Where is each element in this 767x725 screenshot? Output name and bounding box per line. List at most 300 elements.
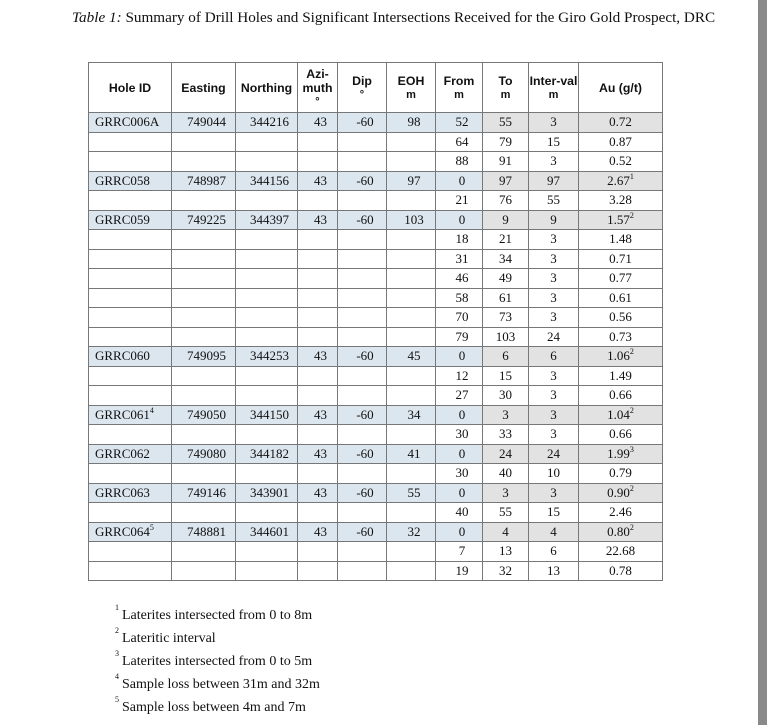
cell-eoh xyxy=(387,308,436,328)
cell-easting xyxy=(172,308,236,328)
table-caption xyxy=(72,9,715,27)
table-row xyxy=(89,230,663,250)
cell-azimuth xyxy=(298,191,338,211)
table-row xyxy=(89,405,663,425)
cell-interval-text: 24 xyxy=(547,328,560,344)
cell-from xyxy=(436,152,483,172)
table-row xyxy=(89,308,663,328)
cell-from-text: 58 xyxy=(455,289,469,305)
col-eoh-unit: m xyxy=(406,88,416,101)
footnote-item xyxy=(115,696,320,719)
cell-northing xyxy=(236,327,298,347)
cell-from xyxy=(436,269,483,289)
cell-eoh xyxy=(387,152,436,172)
cell-eoh xyxy=(387,210,436,230)
cell-hole xyxy=(89,132,172,152)
cell-au-text: 0.56 xyxy=(609,309,632,325)
table-row xyxy=(89,386,663,406)
cell-interval-text: 97 xyxy=(547,172,560,188)
col-easting: Easting xyxy=(172,63,236,113)
cell-interval-text: 4 xyxy=(550,523,557,539)
table-row xyxy=(89,347,663,367)
cell-azimuth xyxy=(298,347,338,367)
col-azimuth xyxy=(298,63,338,113)
cell-au xyxy=(579,210,663,230)
cell-to-text: 30 xyxy=(499,387,512,403)
table-row xyxy=(89,522,663,542)
cell-to-text: 3 xyxy=(502,406,509,422)
cell-northing-text: 344182 xyxy=(250,445,289,461)
cell-to-text: 40 xyxy=(499,465,512,481)
cell-interval xyxy=(529,113,579,133)
cell-hole xyxy=(89,210,172,230)
cell-easting xyxy=(172,444,236,464)
cell-interval xyxy=(529,269,579,289)
cell-to xyxy=(483,230,529,250)
cell-dip-text: -60 xyxy=(356,484,374,500)
cell-from xyxy=(436,483,483,503)
footnote-marker: 2 xyxy=(629,210,634,220)
cell-easting xyxy=(172,113,236,133)
cell-dip-text: -60 xyxy=(356,406,374,422)
cell-au-text: 1.04 xyxy=(607,406,630,422)
col-from xyxy=(436,63,483,113)
cell-northing-text: 344150 xyxy=(250,406,289,422)
cell-easting-text: 749095 xyxy=(187,348,226,364)
cell-easting-text: 749225 xyxy=(187,211,226,227)
cell-interval-text: 24 xyxy=(547,445,560,461)
cell-to xyxy=(483,542,529,562)
cell-au-text: 0.73 xyxy=(609,328,632,344)
cell-northing xyxy=(236,405,298,425)
cell-hole xyxy=(89,425,172,445)
cell-interval xyxy=(529,425,579,445)
col-hole-id: Hole ID xyxy=(89,63,172,113)
cell-au xyxy=(579,230,663,250)
cell-northing xyxy=(236,366,298,386)
col-from-unit: m xyxy=(454,88,464,101)
table-row xyxy=(89,249,663,269)
cell-interval-text: 3 xyxy=(550,289,557,305)
cell-interval xyxy=(529,483,579,503)
footnote-item xyxy=(115,650,320,673)
cell-eoh xyxy=(387,191,436,211)
cell-interval xyxy=(529,522,579,542)
cell-from-text: 18 xyxy=(455,231,469,247)
cell-easting xyxy=(172,561,236,581)
cell-dip-text: -60 xyxy=(356,172,374,188)
cell-au xyxy=(579,308,663,328)
cell-azimuth xyxy=(298,132,338,152)
cell-hole-text: GRRC006A xyxy=(95,114,160,130)
cell-dip xyxy=(338,542,387,562)
cell-eoh xyxy=(387,522,436,542)
cell-interval xyxy=(529,561,579,581)
cell-hole xyxy=(89,308,172,328)
col-from-label: From xyxy=(443,73,475,88)
cell-to xyxy=(483,269,529,289)
cell-hole xyxy=(89,230,172,250)
cell-au-text: 0.90 xyxy=(607,484,630,500)
cell-easting-text: 749080 xyxy=(187,445,226,461)
cell-from-text: 0 xyxy=(458,406,466,422)
cell-northing xyxy=(236,347,298,367)
cell-from-text: 27 xyxy=(455,387,469,403)
cell-from xyxy=(436,366,483,386)
cell-dip xyxy=(338,483,387,503)
cell-au-text: 1.06 xyxy=(607,348,630,364)
cell-to xyxy=(483,132,529,152)
cell-to-text: 55 xyxy=(499,504,512,520)
cell-interval xyxy=(529,230,579,250)
table-row xyxy=(89,288,663,308)
cell-hole-text: GRRC060 xyxy=(95,348,150,364)
cell-au xyxy=(579,503,663,523)
cell-au xyxy=(579,249,663,269)
cell-eoh-text: 45 xyxy=(407,348,421,364)
cell-au-text: 0.77 xyxy=(609,270,632,286)
cell-from-text: 0 xyxy=(458,445,466,461)
cell-hole xyxy=(89,561,172,581)
cell-to xyxy=(483,503,529,523)
cell-to-text: 79 xyxy=(499,133,512,149)
cell-eoh xyxy=(387,444,436,464)
cell-from-text: 88 xyxy=(455,153,469,169)
cell-eoh-text: 32 xyxy=(407,523,421,539)
cell-interval-text: 55 xyxy=(547,192,560,208)
cell-to xyxy=(483,249,529,269)
cell-interval xyxy=(529,503,579,523)
cell-eoh xyxy=(387,405,436,425)
header-row xyxy=(89,63,663,113)
cell-au-text: 0.71 xyxy=(609,250,632,266)
cell-interval-text: 3 xyxy=(550,387,557,403)
cell-northing xyxy=(236,152,298,172)
cell-northing-text: 344216 xyxy=(250,114,289,130)
cell-to-text: 73 xyxy=(499,309,512,325)
cell-from-text: 0 xyxy=(458,348,466,364)
cell-dip xyxy=(338,366,387,386)
cell-northing xyxy=(236,210,298,230)
cell-northing xyxy=(236,464,298,484)
cell-interval-text: 10 xyxy=(547,465,560,481)
cell-au xyxy=(579,425,663,445)
table-row xyxy=(89,210,663,230)
cell-interval xyxy=(529,542,579,562)
col-interval xyxy=(529,63,579,113)
cell-from xyxy=(436,249,483,269)
cell-eoh xyxy=(387,425,436,445)
cell-from-text: 0 xyxy=(458,523,466,539)
cell-azimuth-text: 43 xyxy=(314,172,327,188)
cell-eoh xyxy=(387,503,436,523)
cell-from-text: 31 xyxy=(455,250,469,266)
cell-interval xyxy=(529,288,579,308)
cell-easting xyxy=(172,191,236,211)
cell-to xyxy=(483,522,529,542)
cell-interval-text: 9 xyxy=(550,211,557,227)
cell-au xyxy=(579,288,663,308)
table-row xyxy=(89,132,663,152)
cell-eoh xyxy=(387,327,436,347)
cell-dip xyxy=(338,444,387,464)
cell-azimuth xyxy=(298,288,338,308)
cell-northing xyxy=(236,191,298,211)
cell-from-text: 30 xyxy=(455,426,469,442)
cell-from xyxy=(436,561,483,581)
cell-interval xyxy=(529,444,579,464)
cell-easting xyxy=(172,366,236,386)
footnote-mark: 4 xyxy=(115,672,119,681)
cell-to xyxy=(483,288,529,308)
cell-azimuth xyxy=(298,171,338,191)
cell-from xyxy=(436,308,483,328)
cell-to-text: 103 xyxy=(495,328,516,344)
cell-from-text: 64 xyxy=(455,133,469,149)
cell-dip-text: -60 xyxy=(356,348,374,364)
cell-to xyxy=(483,444,529,464)
table-row xyxy=(89,503,663,523)
cell-dip xyxy=(338,425,387,445)
footnote-text: Lateritic interval xyxy=(122,631,216,646)
cell-northing xyxy=(236,386,298,406)
cell-azimuth-text: 43 xyxy=(314,114,327,130)
cell-dip xyxy=(338,327,387,347)
cell-au-text: 0.72 xyxy=(609,114,632,130)
cell-interval-text: 3 xyxy=(550,426,557,442)
col-interval-unit: m xyxy=(548,88,559,101)
cell-au-text: 0.79 xyxy=(609,465,632,481)
cell-to-text: 3 xyxy=(502,484,509,500)
cell-northing xyxy=(236,132,298,152)
footnote-marker: 2 xyxy=(629,405,634,415)
cell-northing xyxy=(236,308,298,328)
cell-dip xyxy=(338,386,387,406)
caption-text: Summary of Drill Holes and Significant Intersections Received for the Giro Gold Prospect, DRC xyxy=(121,9,716,26)
cell-au xyxy=(579,483,663,503)
cell-hole xyxy=(89,483,172,503)
cell-dip xyxy=(338,405,387,425)
cell-dip xyxy=(338,171,387,191)
cell-from-text: 70 xyxy=(455,309,469,325)
cell-from-text: 7 xyxy=(458,543,466,559)
cell-au xyxy=(579,132,663,152)
cell-au xyxy=(579,542,663,562)
cell-eoh xyxy=(387,132,436,152)
cell-eoh xyxy=(387,542,436,562)
cell-from xyxy=(436,132,483,152)
cell-au-text: 0.80 xyxy=(607,523,630,539)
cell-eoh xyxy=(387,483,436,503)
cell-dip xyxy=(338,269,387,289)
cell-au-text: 0.61 xyxy=(609,289,632,305)
cell-from xyxy=(436,503,483,523)
cell-from xyxy=(436,425,483,445)
cell-northing xyxy=(236,425,298,445)
table-row xyxy=(89,483,663,503)
cell-dip xyxy=(338,561,387,581)
cell-northing xyxy=(236,230,298,250)
cell-azimuth xyxy=(298,269,338,289)
cell-northing-text: 344397 xyxy=(250,211,289,227)
footnote-item xyxy=(115,604,320,627)
cell-to xyxy=(483,113,529,133)
cell-to-text: 15 xyxy=(499,367,512,383)
cell-dip xyxy=(338,308,387,328)
cell-azimuth-text: 43 xyxy=(314,211,327,227)
cell-interval xyxy=(529,405,579,425)
cell-to-text: 34 xyxy=(499,250,512,266)
cell-easting xyxy=(172,464,236,484)
cell-dip xyxy=(338,249,387,269)
cell-au-text: 1.99 xyxy=(607,445,630,461)
footnote-marker: 2 xyxy=(629,347,634,357)
col-azimuth-label: Azi-muth xyxy=(302,66,333,95)
cell-au xyxy=(579,561,663,581)
cell-easting xyxy=(172,249,236,269)
cell-from-text: 30 xyxy=(455,465,469,481)
cell-easting xyxy=(172,132,236,152)
cell-to-text: 32 xyxy=(499,562,512,578)
cell-au-text: 0.87 xyxy=(609,133,632,149)
cell-au xyxy=(579,464,663,484)
cell-azimuth xyxy=(298,210,338,230)
table-row xyxy=(89,425,663,445)
cell-azimuth xyxy=(298,561,338,581)
cell-dip xyxy=(338,132,387,152)
col-dip-unit: ° xyxy=(359,88,365,101)
cell-hole-text: GRRC064 xyxy=(95,523,150,539)
footnote-marker: 2 xyxy=(629,483,634,493)
cell-interval-text: 3 xyxy=(550,250,557,266)
cell-to-text: 24 xyxy=(499,445,512,461)
cell-easting-text: 749050 xyxy=(187,406,226,422)
cell-from-text: 46 xyxy=(455,270,469,286)
cell-hole xyxy=(89,347,172,367)
cell-au-text: 2.46 xyxy=(609,504,632,520)
cell-to-text: 9 xyxy=(502,211,509,227)
col-eoh xyxy=(387,63,436,113)
cell-interval xyxy=(529,210,579,230)
cell-northing xyxy=(236,171,298,191)
table-row xyxy=(89,464,663,484)
footnote-text: Laterites intersected from 0 to 8m xyxy=(122,608,313,623)
cell-azimuth-text: 43 xyxy=(314,445,327,461)
cell-interval-text: 3 xyxy=(550,484,557,500)
cell-from xyxy=(436,464,483,484)
cell-northing xyxy=(236,522,298,542)
cell-au-text: 0.66 xyxy=(609,387,632,403)
cell-au xyxy=(579,327,663,347)
cell-au-text: 0.78 xyxy=(609,562,632,578)
cell-azimuth-text: 43 xyxy=(314,406,327,422)
cell-northing xyxy=(236,288,298,308)
cell-dip-text: -60 xyxy=(356,523,374,539)
cell-from xyxy=(436,210,483,230)
cell-to-text: 61 xyxy=(499,289,512,305)
cell-interval xyxy=(529,386,579,406)
cell-to xyxy=(483,366,529,386)
footnote-text: Sample loss between 4m and 7m xyxy=(122,700,306,715)
cell-eoh-text: 98 xyxy=(407,114,421,130)
cell-northing-text: 344253 xyxy=(250,348,289,364)
footnote-marker: 4 xyxy=(149,405,154,415)
cell-from xyxy=(436,171,483,191)
cell-hole xyxy=(89,113,172,133)
cell-eoh xyxy=(387,230,436,250)
cell-azimuth xyxy=(298,405,338,425)
cell-northing xyxy=(236,561,298,581)
cell-hole xyxy=(89,327,172,347)
cell-from xyxy=(436,347,483,367)
cell-eoh-text: 55 xyxy=(407,484,421,500)
cell-interval-text: 6 xyxy=(550,543,557,559)
cell-au xyxy=(579,522,663,542)
cell-hole xyxy=(89,386,172,406)
cell-au xyxy=(579,191,663,211)
table-row xyxy=(89,542,663,562)
drill-holes-table xyxy=(88,62,663,581)
cell-eoh xyxy=(387,269,436,289)
cell-easting xyxy=(172,327,236,347)
cell-to-text: 4 xyxy=(502,523,509,539)
cell-dip-text: -60 xyxy=(356,445,374,461)
cell-hole xyxy=(89,288,172,308)
footnote-text: Laterites intersected from 0 to 5m xyxy=(122,654,313,669)
cell-azimuth xyxy=(298,522,338,542)
cell-au xyxy=(579,113,663,133)
cell-from xyxy=(436,405,483,425)
table-row xyxy=(89,561,663,581)
footnote-mark: 1 xyxy=(115,603,119,612)
cell-hole xyxy=(89,249,172,269)
cell-au xyxy=(579,405,663,425)
cell-to-text: 55 xyxy=(499,114,512,130)
cell-to-text: 76 xyxy=(499,192,512,208)
cell-hole xyxy=(89,464,172,484)
cell-easting-text: 748987 xyxy=(187,172,226,188)
cell-interval xyxy=(529,171,579,191)
cell-to-text: 33 xyxy=(499,426,512,442)
cell-eoh xyxy=(387,561,436,581)
footnote-marker: 5 xyxy=(149,522,154,532)
footnote-text: Sample loss between 31m and 32m xyxy=(122,677,320,692)
table-row xyxy=(89,113,663,133)
table-row xyxy=(89,191,663,211)
cell-interval-text: 3 xyxy=(550,231,557,247)
cell-hole-text: GRRC061 xyxy=(95,406,150,422)
cell-to xyxy=(483,171,529,191)
cell-dip xyxy=(338,230,387,250)
cell-northing xyxy=(236,444,298,464)
cell-from-text: 19 xyxy=(455,562,469,578)
table-row xyxy=(89,269,663,289)
cell-easting xyxy=(172,386,236,406)
footnote-marker: 1 xyxy=(629,171,634,181)
cell-azimuth xyxy=(298,152,338,172)
cell-interval xyxy=(529,308,579,328)
cell-easting-text: 749146 xyxy=(187,484,226,500)
cell-easting xyxy=(172,269,236,289)
cell-azimuth xyxy=(298,464,338,484)
col-to xyxy=(483,63,529,113)
cell-azimuth xyxy=(298,386,338,406)
col-to-label: To xyxy=(498,73,513,88)
cell-interval xyxy=(529,366,579,386)
cell-interval-text: 15 xyxy=(547,504,560,520)
cell-azimuth xyxy=(298,230,338,250)
cell-hole xyxy=(89,171,172,191)
